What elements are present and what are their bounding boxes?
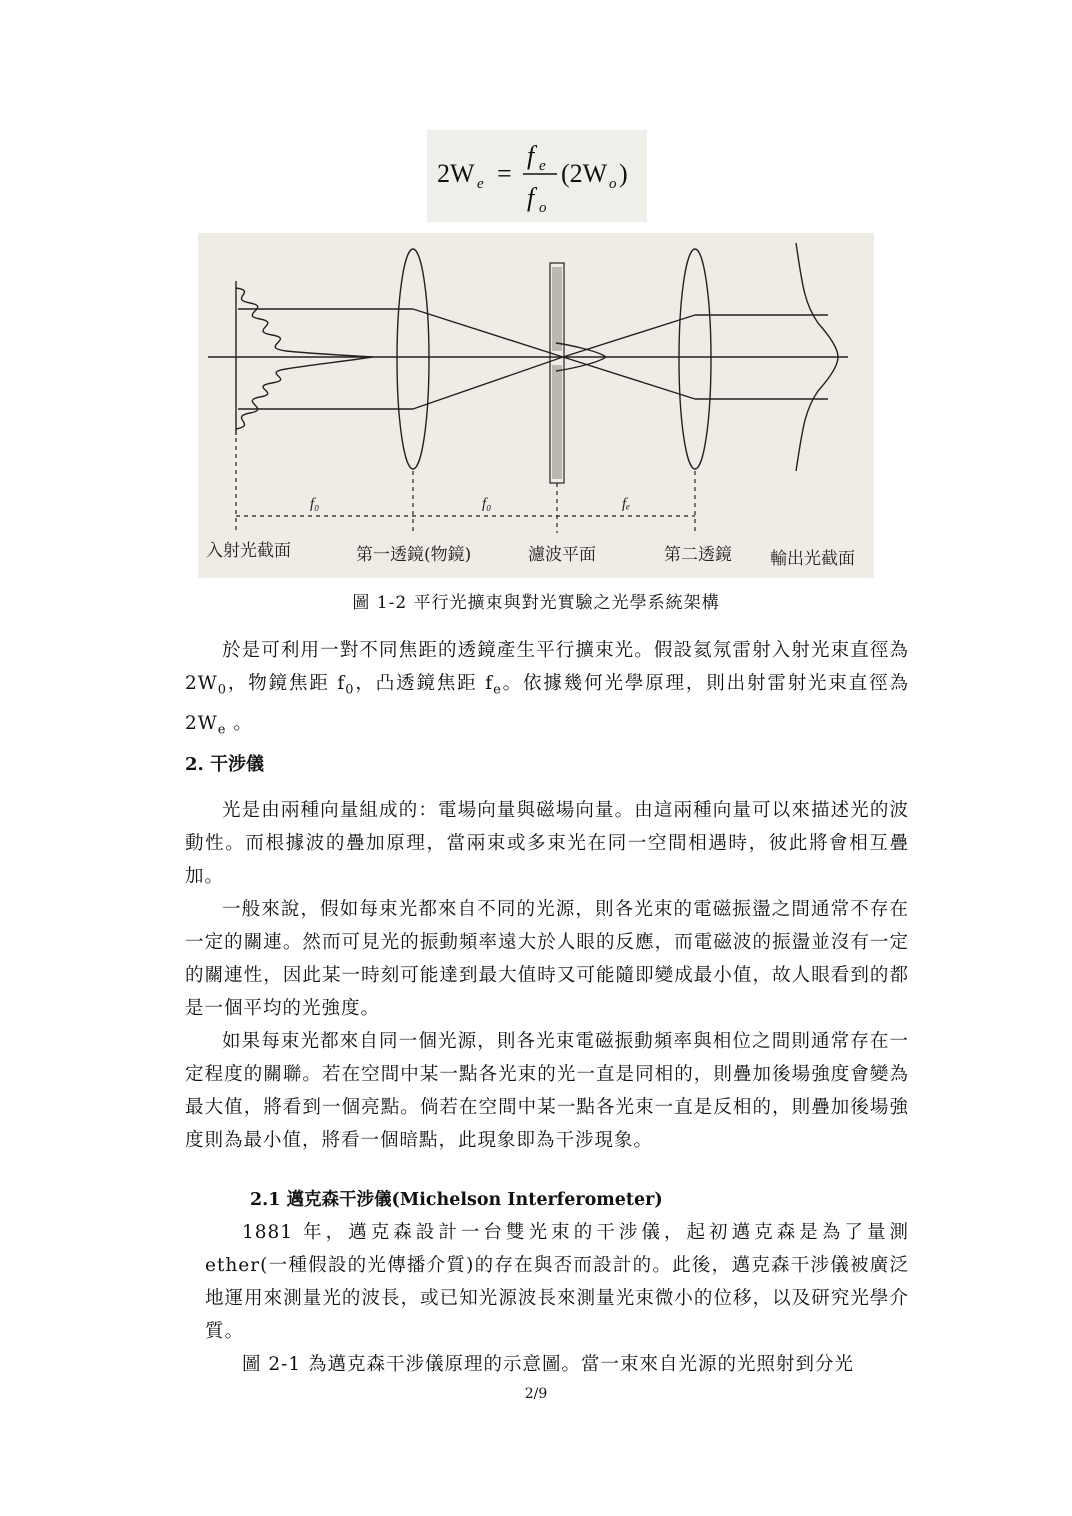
para1-text-e: 。 <box>226 712 253 734</box>
eq-numerator: f <box>527 141 535 170</box>
para1-text-c: ，凸透鏡焦距 f <box>354 673 494 694</box>
section-2-1-body <box>205 1216 909 1381</box>
eq-equals: = <box>497 159 512 188</box>
para1-sub-a: 0 <box>217 682 228 698</box>
section-2-heading: 2. 干涉儀 <box>185 754 265 775</box>
eq-rhs: (2W <box>561 159 608 188</box>
distance-f0-1: f₀ <box>310 496 320 512</box>
section-2-1-paragraph-2: 圖 2-1 為邁克森干涉儀原理的示意圖。當一束來自光源的光照射到分光 <box>242 1354 855 1375</box>
para1-sub-b: 0 <box>345 682 355 698</box>
lens2-shape <box>679 249 711 469</box>
eq-rhs-sub: o <box>609 176 617 192</box>
para1-text-a: 於是可利用一對不同焦距的透鏡產生平行擴束光。假設氦氖雷射入射光束直徑為 2W <box>185 640 909 694</box>
optical-system-figure <box>198 233 874 578</box>
page-number: 2/9 <box>524 1386 548 1402</box>
para1-sub-c: e <box>493 682 502 698</box>
section-2-paragraph-3: 如果每束光都來自同一個光源，則各光束電磁振動頻率與相位之間則通常存在一定程度的關聯。若在空間中某一點各光束的光一直是同相的，則疊加後場強度會變為最大值，將看到一個亮點。倘若在空間中某一點各光束一直是反相的，則疊加後場強度則為最小值，將看一個暗點，此現象即為干涉現象。 <box>185 1031 909 1151</box>
distance-f0-2: f₀ <box>482 496 492 512</box>
input-beam-profile-upper <box>236 288 372 357</box>
para1-text-b: ，物鏡焦距 f <box>227 673 346 694</box>
beam-expander-paragraph <box>185 634 909 746</box>
eq-denominator-sub: o <box>539 200 547 216</box>
section-2-1-paragraph-1: 1881 年，邁克森設計一台雙光束的干涉儀，起初邁克森是為了量測 ether(一種假設的光傳播介質)的存在與否而設計的。此後，邁克森干涉儀被廣泛地運用來測量光的波長，或已知光源波長來測量光束微小的位移，以及研究光學介質。 <box>205 1222 909 1342</box>
eq-lhs: 2W <box>437 159 475 188</box>
lens1-shape <box>397 249 429 469</box>
eq-rhs-close: ) <box>619 159 628 188</box>
eq-denominator: f <box>527 183 535 212</box>
eq-lhs-sub: e <box>477 176 484 192</box>
distance-fe: fₑ <box>622 496 631 512</box>
figure-caption: 圖 1-2 平行光擴束與對光實驗之光學系統架構 <box>352 593 720 613</box>
section-2-paragraph-2: 一般來說，假如每束光都來自不同的光源，則各光束的電磁振盪之間通常不存在一定的關連。然而可見光的振動頻率遠大於人眼的反應，而電磁波的振盪並沒有一定的關連性，因此某一時刻可能達到最大值時又可能隨即變成最小值，故人眼看到的都是一個平均的光強度。 <box>185 899 909 1019</box>
para1-text-d: 。依據幾何光學原理，則出射雷射光束直徑為 2W <box>185 673 909 734</box>
input-beam-profile-lower <box>236 357 372 429</box>
label-output-plane: 輸出光截面 <box>770 549 855 569</box>
beam-diameter-equation <box>427 130 647 222</box>
section-2-1-heading: 2.1 邁克森干涉儀(Michelson Interferometer) <box>250 1190 663 1210</box>
label-lens2: 第二透鏡 <box>664 545 732 565</box>
label-input-plane: 入射光截面 <box>206 541 291 561</box>
section-2-body <box>185 794 909 1157</box>
label-lens1: 第一透鏡(物鏡) <box>356 545 472 565</box>
eq-numerator-sub: e <box>539 158 546 174</box>
label-filter-plane: 濾波平面 <box>528 545 596 565</box>
para1-sub-d: e <box>217 722 227 738</box>
section-2-paragraph-1: 光是由兩種向量組成的：電場向量與磁場向量。由這兩種向量可以來描述光的波動性。而根據波的疊加原理，當兩束或多束光在同一空間相遇時，彼此將會相互疊加。 <box>185 800 909 887</box>
